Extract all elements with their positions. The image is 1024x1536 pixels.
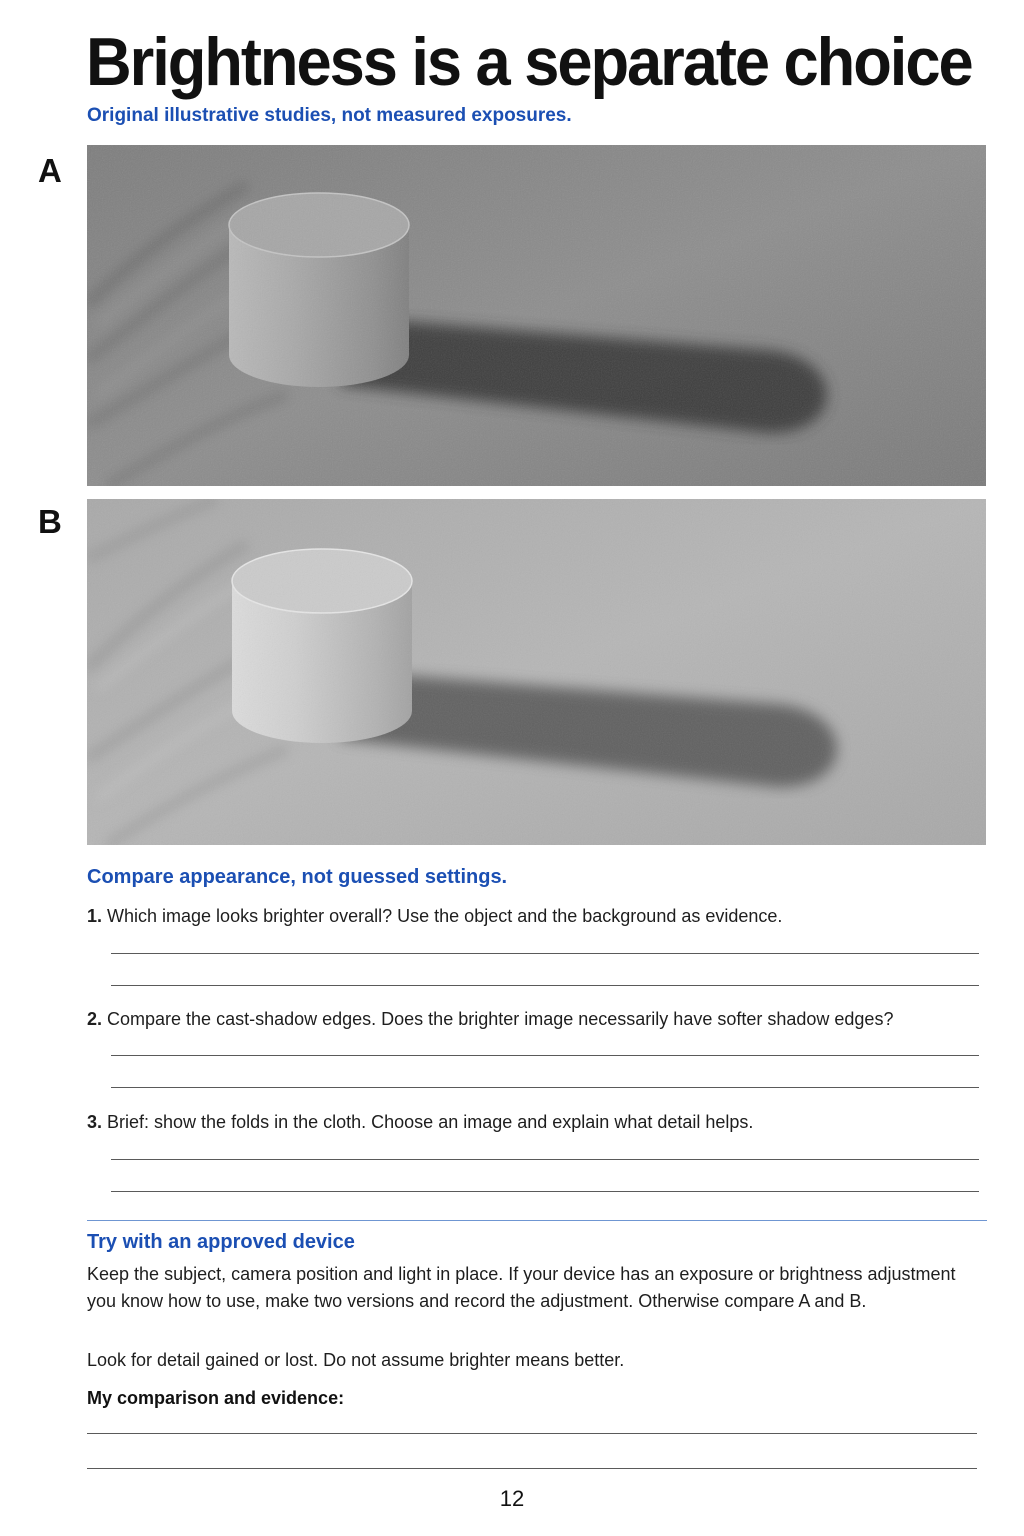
question-number: 1. — [87, 906, 103, 926]
answer-line[interactable] — [111, 1087, 979, 1088]
answer-line[interactable] — [111, 1055, 979, 1056]
answer-line[interactable] — [87, 1468, 977, 1469]
page-subtitle: Original illustrative studies, not measured exposures. — [87, 105, 572, 126]
section-divider — [87, 1220, 987, 1221]
page-title: Brightness is a separate choice — [86, 24, 972, 100]
cylinder-photo-brighter — [87, 499, 986, 845]
panel-label-b: B — [38, 503, 62, 540]
cylinder-photo-darker — [87, 145, 986, 486]
try-paragraph-2: Look for detail gained or lost. Do not assume brighter means better. — [87, 1350, 625, 1370]
page-number: 12 — [499, 1486, 525, 1511]
answer-line[interactable] — [111, 985, 979, 986]
try-paragraph-1: Keep the subject, camera position and light in place. If your device has an exposure or brightness adjustment you know how to use, make two versions and record the adjustment. Otherwise compare A and B. — [87, 1264, 956, 1311]
photo-b — [87, 499, 986, 845]
answer-line[interactable] — [87, 1433, 977, 1434]
question-text: Compare the cast-shadow edges. Does the brighter image necessarily have softer shadow edges? — [107, 1009, 894, 1029]
panel-label-a: A — [38, 152, 62, 189]
answer-line[interactable] — [111, 1191, 979, 1192]
question-2 — [87, 1009, 987, 1030]
question-3 — [87, 1112, 987, 1133]
answer-label: My comparison and evidence: — [87, 1388, 345, 1408]
answer-line[interactable] — [111, 953, 979, 954]
question-1 — [87, 906, 987, 927]
question-number: 3. — [87, 1112, 103, 1132]
question-number: 2. — [87, 1009, 103, 1029]
question-text: Brief: show the folds in the cloth. Choose an image and explain what detail helps. — [107, 1112, 754, 1132]
photo-a — [87, 145, 986, 486]
questions-heading: Compare appearance, not guessed settings. — [87, 866, 508, 888]
question-text: Which image looks brighter overall? Use the object and the background as evidence. — [107, 906, 783, 926]
try-heading: Try with an approved device — [87, 1231, 355, 1253]
answer-line[interactable] — [111, 1159, 979, 1160]
